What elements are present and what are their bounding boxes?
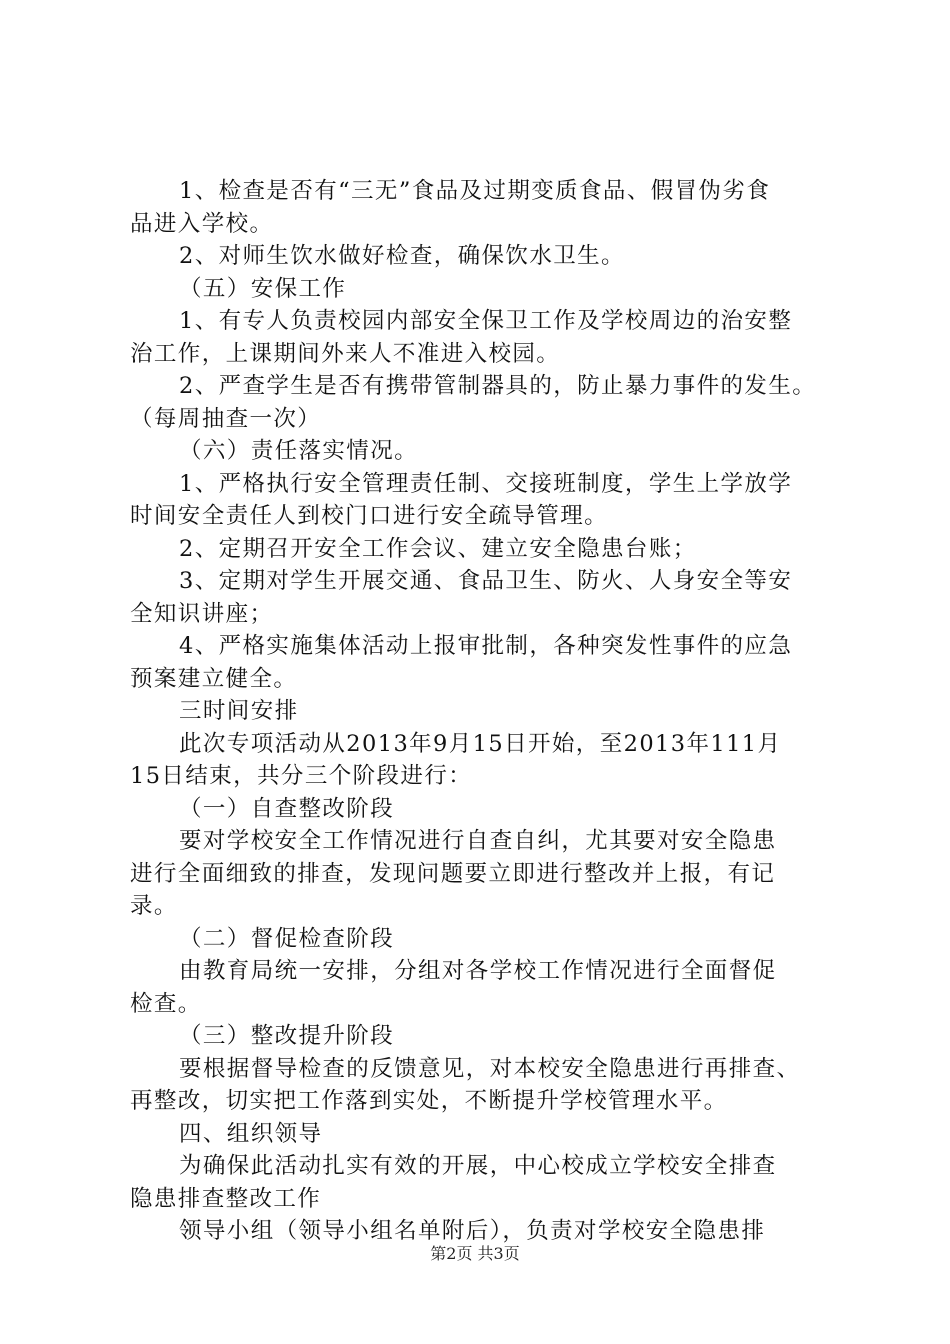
text-line: 15日结束，共分三个阶段进行：: [130, 763, 473, 789]
text-line: 1、有专人负责校园内部安全保卫工作及学校周边的治安整: [179, 308, 793, 334]
text-line: 进行全面细致的排查，发现问题要立即进行整改并上报，有记: [130, 860, 776, 887]
text-line: 3、定期对学生开展交通、食品卫生、防火、人身安全等安: [179, 568, 793, 594]
text-line: 为确保此活动扎实有效的开展，中心校成立学校安全排查: [179, 1153, 777, 1179]
text-line: 由教育局统一安排，分组对各学校工作情况进行全面督促: [179, 958, 777, 984]
text-line: 隐患排查整改工作: [130, 1185, 322, 1212]
text-line: 预案建立健全。: [130, 665, 298, 692]
document-body: [130, 175, 850, 1248]
text-line: 此次专项活动从2013年9月15日开始，至2013年111月: [179, 730, 782, 757]
text-line: （二）督促检查阶段: [179, 925, 395, 952]
text-line: 四、组织领导: [179, 1120, 323, 1147]
text-line: 2、严查学生是否有携带管制器具的，防止暴力事件的发生。: [179, 373, 817, 399]
text-line: 1、检查是否有“三无”食品及过期变质食品、假冒伪劣食: [179, 178, 771, 204]
text-line: 2、对师生饮水做好检查，确保饮水卫生。: [179, 243, 625, 269]
text-line: 4、严格实施集体活动上报审批制，各种突发性事件的应急: [179, 633, 793, 659]
text-line: 领导小组（领导小组名单附后），负责对学校安全隐患排: [179, 1218, 766, 1244]
text-line: （三）整改提升阶段: [179, 1023, 395, 1049]
text-line: 全知识讲座；: [130, 600, 274, 627]
text-line: 录。: [130, 893, 178, 919]
text-line: 治工作，上课期间外来人不准进入校园。: [130, 340, 561, 367]
text-line: 要根据督导检查的反馈意见，对本校安全隐患进行再排查、: [179, 1055, 801, 1082]
text-line: 要对学校安全工作情况进行自查自纠，尤其要对安全隐患: [179, 828, 777, 854]
text-line: （六）责任落实情况。: [179, 438, 419, 464]
text-line: 检查。: [130, 990, 202, 1017]
page-footer: 第2页 共3页: [430, 1244, 520, 1263]
text-line: （五）安保工作: [179, 275, 347, 302]
text-line: 2、定期召开安全工作会议、建立安全隐患台账；: [179, 535, 697, 562]
text-line: 品进入学校。: [130, 210, 274, 237]
text-line: 三时间安排: [179, 698, 299, 724]
text-line: （每周抽查一次）: [130, 405, 322, 432]
text-line: （一）自查整改阶段: [179, 795, 395, 822]
text-line: 1、严格执行安全管理责任制、交接班制度，学生上学放学: [179, 470, 793, 497]
text-line: 再整改，切实把工作落到实处，不断提升学校管理水平。: [130, 1088, 728, 1114]
text-line: 时间安全责任人到校门口进行安全疏导管理。: [130, 503, 609, 529]
